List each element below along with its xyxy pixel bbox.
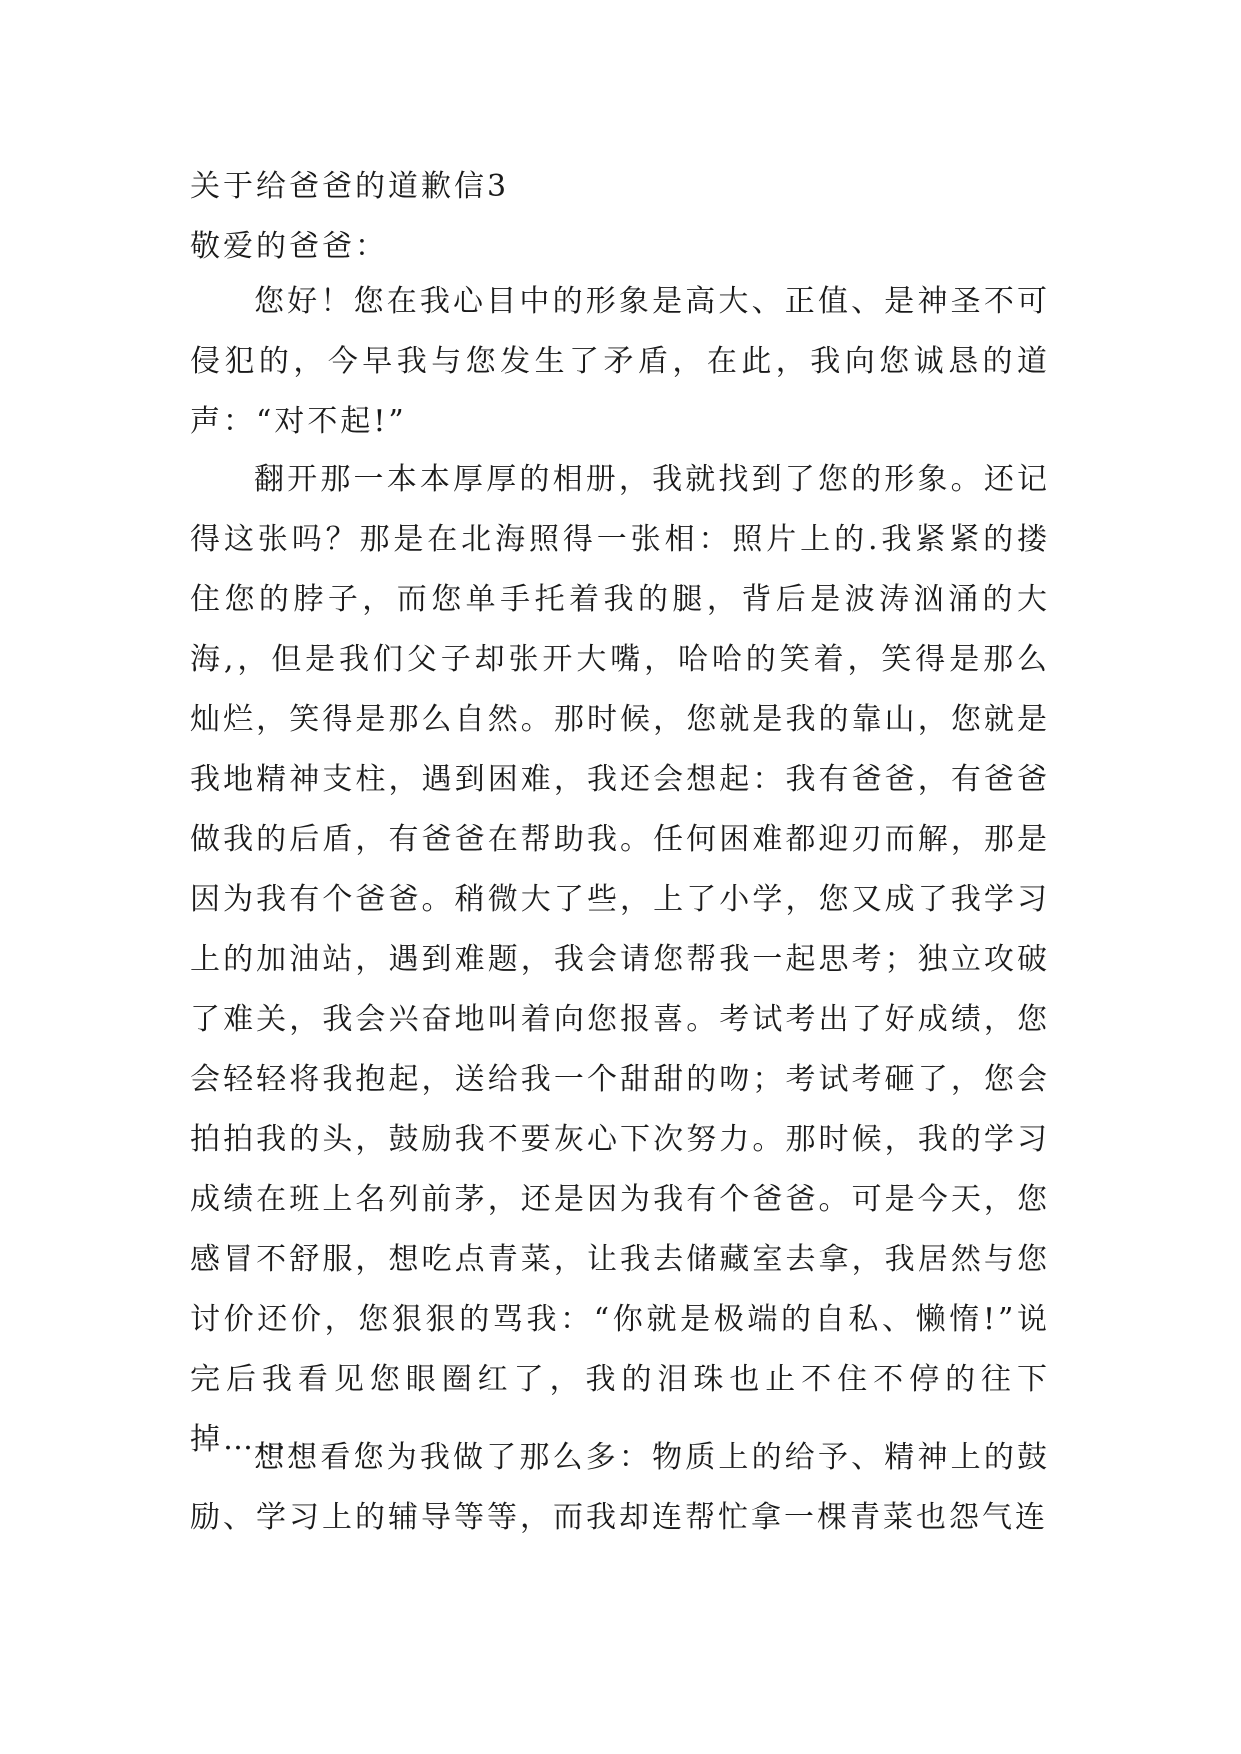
letter-title: 关于给爸爸的道歉信3 bbox=[190, 169, 510, 204]
paragraph-memories: 翻开那一本本厚厚的相册，我就找到了您的形象。还记得这张吗？那是在北海照得一张相：照片上的.我紧紧的搂住您的脖子，而您单手托着我的腿，背后是波涛汹涌的大海,，但是我们父子却张开大嘴，哈哈的笑着，笑得是那么灿烂，笑得是那么自然。那时候，您就是我的靠山，您就是我地精神支柱，遇到困难，我还会想起：我有爸爸，有爸爸做我的后盾，有爸爸在帮助我。任何困难都迎刃而解，那是因为我有个爸爸。稍微大了些，上了小学，您又成了我学习上的加油站，遇到难题，我会请您帮我一起思考；独立攻破了难关，我会兴奋地叫着向您报喜。考试考出了好成绩，您会轻轻将我抱起，送给我一个甜甜的吻；考试考砸了，您会拍拍我的头，鼓励我不要灰心下次努力。那时候，我的学习成绩在班上名列前茅，还是因为我有个爸爸。可是今天，您感冒不舒服，想吃点青菜，让我去储藏室去拿，我居然与您讨价还价，您狠狠的骂我：“你就是极端的自私、懒惰!”说完后我看见您眼圈红了，我的泪珠也止不住不停的往下掉…… bbox=[190, 462, 1050, 1457]
letter-salutation: 敬爱的爸爸： bbox=[190, 229, 388, 264]
paragraph-reflection: 想想看您为我做了那么多：物质上的给予、精神上的鼓励、学习上的辅导等等，而我却连帮忙拿一棵青菜也怨气连 bbox=[190, 1440, 1050, 1535]
paragraph-greeting: 您好！您在我心目中的形象是高大、正值、是神圣不可侵犯的，今早我与您发生了矛盾，在此，我向您诚恳的道声：“对不起!” bbox=[190, 284, 1050, 439]
